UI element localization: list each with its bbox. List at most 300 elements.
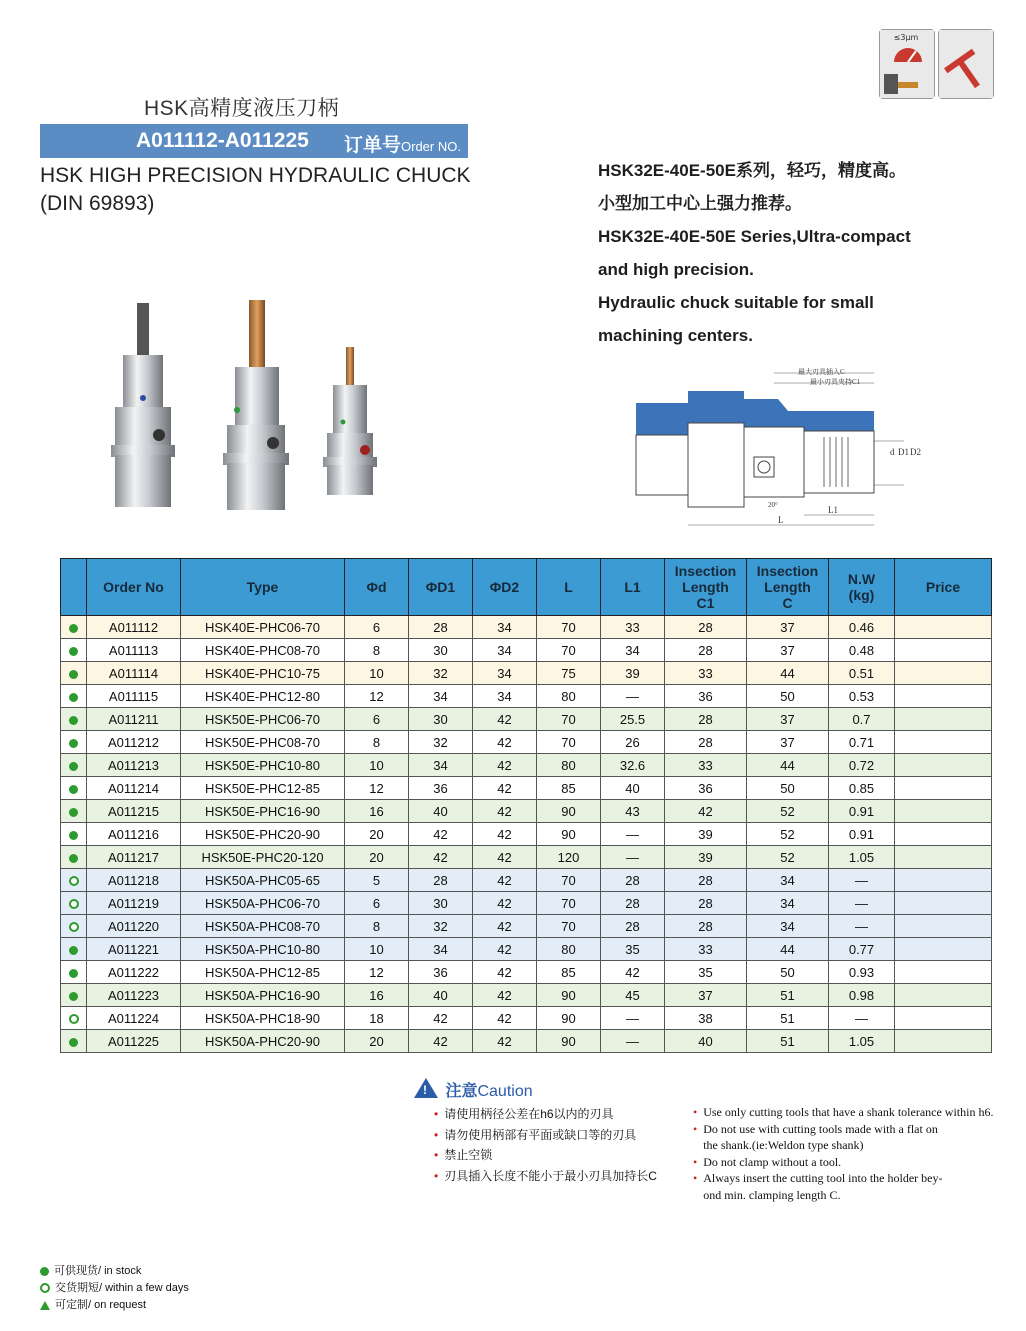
cell-l1: — — [601, 1030, 665, 1053]
cell-price — [895, 1030, 992, 1053]
cell-l1: 34 — [601, 639, 665, 662]
cell-price — [895, 869, 992, 892]
legend-item: 可定制/ on request — [40, 1297, 189, 1314]
table-row — [61, 731, 992, 754]
cell-type: HSK50A-PHC06-70 — [181, 892, 345, 915]
cell-d2: 34 — [473, 685, 537, 708]
cell-nw: 0.46 — [829, 616, 895, 639]
cell-c1: 28 — [665, 915, 747, 938]
cell-price — [895, 777, 992, 800]
cell-c1: 33 — [665, 938, 747, 961]
table-header-row — [61, 559, 992, 616]
cell-c: 37 — [747, 639, 829, 662]
col-header-l: L — [537, 559, 601, 616]
on-request-icon — [40, 1301, 50, 1310]
cell-order: A011222 — [87, 961, 181, 984]
cell-type: HSK40E-PHC06-70 — [181, 616, 345, 639]
cell-price — [895, 961, 992, 984]
cell-d2: 42 — [473, 938, 537, 961]
cell-d1: 32 — [409, 731, 473, 754]
caution-item-en: the shank.(ie:Weldon type shank) — [703, 1138, 864, 1152]
stock-status-cell — [61, 915, 87, 938]
cell-nw: 0.98 — [829, 984, 895, 1007]
t-wrench-icon — [938, 29, 994, 99]
col-header-l1: L1 — [601, 559, 665, 616]
cell-c: 50 — [747, 961, 829, 984]
cell-nw: 0.48 — [829, 639, 895, 662]
cell-d: 16 — [345, 800, 409, 823]
cell-c: 44 — [747, 938, 829, 961]
table-row — [61, 800, 992, 823]
svg-text:≤3μm: ≤3μm — [893, 33, 919, 42]
cell-order: A011216 — [87, 823, 181, 846]
cell-l: 90 — [537, 823, 601, 846]
cell-l1: 25.5 — [601, 708, 665, 731]
cell-order: A011218 — [87, 869, 181, 892]
table-row — [61, 938, 992, 961]
cell-order: A011213 — [87, 754, 181, 777]
caution-item-en: ond min. clamping length C. — [703, 1187, 841, 1202]
table-row — [61, 754, 992, 777]
cell-c: 50 — [747, 777, 829, 800]
col-header-type: Type — [181, 559, 345, 616]
cell-nw: 0.91 — [829, 823, 895, 846]
col-header-price: Price — [895, 559, 992, 616]
stock-status-cell — [61, 639, 87, 662]
svg-text:L: L — [778, 515, 784, 525]
cell-d1: 42 — [409, 846, 473, 869]
cell-price — [895, 639, 992, 662]
table-row — [61, 869, 992, 892]
cell-nw: — — [829, 915, 895, 938]
spec-table-body — [61, 616, 992, 1053]
cell-l1: 28 — [601, 869, 665, 892]
cell-type: HSK50A-PHC05-65 — [181, 869, 345, 892]
cell-price — [895, 892, 992, 915]
cell-price — [895, 915, 992, 938]
cell-d: 6 — [345, 616, 409, 639]
few-days-icon — [69, 1014, 79, 1024]
cell-l: 70 — [537, 708, 601, 731]
cell-d1: 32 — [409, 662, 473, 685]
cell-c1: 33 — [665, 754, 747, 777]
cell-order: A011114 — [87, 662, 181, 685]
few-days-icon — [40, 1283, 50, 1293]
cell-c: 34 — [747, 869, 829, 892]
cell-l: 80 — [537, 754, 601, 777]
cell-nw: 0.71 — [829, 731, 895, 754]
in-stock-icon — [69, 785, 78, 794]
cell-c1: 28 — [665, 639, 747, 662]
cell-l1: — — [601, 823, 665, 846]
caution-item-en: • Always insert the cutting tool into the holder bey- — [693, 1171, 943, 1185]
cell-d: 20 — [345, 1030, 409, 1053]
table-row — [61, 1030, 992, 1053]
chuck-2 — [223, 300, 289, 510]
cell-type: HSK50E-PHC10-80 — [181, 754, 345, 777]
cell-l1: 35 — [601, 938, 665, 961]
cell-type: HSK50E-PHC20-90 — [181, 823, 345, 846]
in-stock-icon — [69, 693, 78, 702]
bullet-icon: • — [434, 1168, 439, 1183]
caution-item-en: • Do not clamp without a tool. — [693, 1154, 842, 1169]
in-stock-icon — [69, 854, 78, 863]
desc-line: and high precision. — [598, 260, 754, 279]
cell-d1: 30 — [409, 708, 473, 731]
cell-d: 16 — [345, 984, 409, 1007]
cell-type: HSK50E-PHC12-85 — [181, 777, 345, 800]
cell-nw: 0.77 — [829, 938, 895, 961]
cell-l: 90 — [537, 984, 601, 1007]
stock-status-cell — [61, 984, 87, 1007]
in-stock-icon — [69, 969, 78, 978]
cell-order: A011224 — [87, 1007, 181, 1030]
stock-status-cell — [61, 777, 87, 800]
cell-d: 10 — [345, 662, 409, 685]
cell-l: 120 — [537, 846, 601, 869]
cell-c: 34 — [747, 915, 829, 938]
cell-c1: 36 — [665, 777, 747, 800]
in-stock-icon — [69, 992, 78, 1001]
cell-d1: 36 — [409, 777, 473, 800]
bullet-icon: • — [693, 1171, 698, 1185]
stock-status-cell — [61, 961, 87, 984]
cell-c1: 28 — [665, 616, 747, 639]
cell-nw: 1.05 — [829, 1030, 895, 1053]
cell-c1: 37 — [665, 984, 747, 1007]
cell-type: HSK50A-PHC16-90 — [181, 984, 345, 1007]
cell-nw: 0.91 — [829, 800, 895, 823]
bullet-icon: • — [693, 1105, 698, 1119]
cell-l1: 32.6 — [601, 754, 665, 777]
cell-price — [895, 731, 992, 754]
cell-d2: 42 — [473, 800, 537, 823]
caution-heading: ! 注意Caution — [414, 1078, 533, 1101]
cell-d2: 42 — [473, 754, 537, 777]
cell-type: HSK50A-PHC18-90 — [181, 1007, 345, 1030]
cell-order: A011217 — [87, 846, 181, 869]
cell-c1: 28 — [665, 731, 747, 754]
cell-order: A011221 — [87, 938, 181, 961]
cell-price — [895, 616, 992, 639]
col-header-d2: ΦD2 — [473, 559, 537, 616]
cell-d1: 42 — [409, 1007, 473, 1030]
stock-status-cell — [61, 731, 87, 754]
product-photo — [95, 295, 395, 520]
cell-price — [895, 685, 992, 708]
cell-l1: 26 — [601, 731, 665, 754]
stock-status-cell — [61, 685, 87, 708]
cell-d1: 30 — [409, 892, 473, 915]
svg-text:D1: D1 — [898, 447, 909, 457]
table-row — [61, 708, 992, 731]
cell-l: 85 — [537, 961, 601, 984]
cell-nw: — — [829, 869, 895, 892]
bullet-icon: • — [434, 1148, 439, 1162]
cell-d1: 28 — [409, 616, 473, 639]
cell-d1: 36 — [409, 961, 473, 984]
cell-d: 12 — [345, 685, 409, 708]
cell-d1: 40 — [409, 800, 473, 823]
cell-order: A011220 — [87, 915, 181, 938]
cell-type: HSK40E-PHC10-75 — [181, 662, 345, 685]
svg-text:最大刃具插入C: 最大刃具插入C — [798, 368, 845, 376]
cell-d2: 42 — [473, 1030, 537, 1053]
cell-order: A011219 — [87, 892, 181, 915]
cell-type: HSK50E-PHC20-120 — [181, 846, 345, 869]
cell-d: 6 — [345, 892, 409, 915]
col-header-c1: Insection Length C1 — [665, 559, 747, 616]
in-stock-icon — [69, 946, 78, 955]
cell-c: 37 — [747, 708, 829, 731]
cell-l1: 42 — [601, 961, 665, 984]
cell-l: 80 — [537, 685, 601, 708]
table-row — [61, 823, 992, 846]
cell-c1: 33 — [665, 662, 747, 685]
chuck-3 — [323, 347, 377, 495]
col-header-c: Insection Length C — [747, 559, 829, 616]
cell-c1: 36 — [665, 685, 747, 708]
cell-l1: 40 — [601, 777, 665, 800]
bullet-icon: • — [434, 1107, 439, 1121]
cell-l1: 39 — [601, 662, 665, 685]
cell-price — [895, 662, 992, 685]
cell-type: HSK50A-PHC20-90 — [181, 1030, 345, 1053]
table-row — [61, 662, 992, 685]
cell-nw: 0.93 — [829, 961, 895, 984]
cell-type: HSK50A-PHC10-80 — [181, 938, 345, 961]
warning-icon: ! — [414, 1078, 438, 1098]
cell-c: 52 — [747, 800, 829, 823]
stock-status-cell — [61, 938, 87, 961]
cell-d2: 42 — [473, 846, 537, 869]
cell-d: 6 — [345, 708, 409, 731]
cell-order: A011215 — [87, 800, 181, 823]
status-col-header — [61, 559, 87, 616]
cell-d1: 34 — [409, 754, 473, 777]
cell-price — [895, 1007, 992, 1030]
svg-text:最小刃具夹持C1: 最小刃具夹持C1 — [810, 378, 861, 386]
cell-c: 44 — [747, 754, 829, 777]
desc-line: HSK32E-40E-50E系列，轻巧，精度高。 — [598, 161, 906, 180]
in-stock-icon — [69, 624, 78, 633]
cell-nw: 0.72 — [829, 754, 895, 777]
cell-order: A011214 — [87, 777, 181, 800]
table-row — [61, 777, 992, 800]
cell-type: HSK50E-PHC16-90 — [181, 800, 345, 823]
cell-type: HSK50E-PHC06-70 — [181, 708, 345, 731]
cell-price — [895, 938, 992, 961]
stock-status-cell — [61, 846, 87, 869]
cell-l: 90 — [537, 1030, 601, 1053]
table-row — [61, 639, 992, 662]
cell-nw: — — [829, 892, 895, 915]
cell-c: 51 — [747, 1007, 829, 1030]
cell-type: HSK40E-PHC08-70 — [181, 639, 345, 662]
cell-order: A011113 — [87, 639, 181, 662]
table-row — [61, 1007, 992, 1030]
technical-drawing — [628, 365, 924, 530]
cell-d2: 42 — [473, 961, 537, 984]
stock-status-cell — [61, 823, 87, 846]
cell-price — [895, 800, 992, 823]
desc-line: Hydraulic chuck suitable for small — [598, 293, 874, 312]
in-stock-icon — [69, 808, 78, 817]
cell-order: A011212 — [87, 731, 181, 754]
col-header-d: Φd — [345, 559, 409, 616]
cell-l1: 43 — [601, 800, 665, 823]
page-title-cn: HSK高精度液压刀柄 — [144, 97, 340, 120]
cell-d: 20 — [345, 846, 409, 869]
caution-list-en — [693, 1104, 993, 1203]
caution-item-en: • Do not use with cutting tools made with a flat on — [693, 1121, 938, 1136]
cell-nw: — — [829, 1007, 895, 1030]
cell-c1: 40 — [665, 1030, 747, 1053]
cell-c1: 28 — [665, 869, 747, 892]
svg-text:D2: D2 — [910, 447, 921, 457]
cell-d: 18 — [345, 1007, 409, 1030]
title-line-2: (DIN 69893) — [40, 192, 155, 215]
cell-c: 51 — [747, 984, 829, 1007]
in-stock-icon — [69, 762, 78, 771]
cell-l: 90 — [537, 800, 601, 823]
cell-d2: 34 — [473, 662, 537, 685]
spec-table — [60, 558, 992, 1053]
bullet-icon: • — [434, 1127, 439, 1142]
cell-l: 70 — [537, 892, 601, 915]
caution-item-cn: • 刃具插入长度不能小于最小刃具加持长C — [434, 1168, 657, 1183]
cell-nw: 0.51 — [829, 662, 895, 685]
cell-order: A011223 — [87, 984, 181, 1007]
stock-status-cell — [61, 892, 87, 915]
cell-l: 70 — [537, 639, 601, 662]
table-row — [61, 616, 992, 639]
cell-nw: 0.7 — [829, 708, 895, 731]
cell-l1: — — [601, 846, 665, 869]
cell-d: 10 — [345, 754, 409, 777]
legend-item: 交货期短/ within a few days — [40, 1280, 189, 1297]
cell-l: 70 — [537, 731, 601, 754]
in-stock-icon — [69, 670, 78, 679]
cell-d: 20 — [345, 823, 409, 846]
caution-item-cn: • 请使用柄径公差在h6以内的刃具 — [434, 1107, 614, 1121]
in-stock-icon — [69, 1038, 78, 1047]
caution-item-en: • Use only cutting tools that have a shank tolerance within h6. — [693, 1105, 994, 1119]
cell-c: 44 — [747, 662, 829, 685]
cell-price — [895, 708, 992, 731]
cell-d: 12 — [345, 777, 409, 800]
cell-type: HSK40E-PHC12-80 — [181, 685, 345, 708]
in-stock-icon — [69, 716, 78, 725]
cell-d2: 42 — [473, 892, 537, 915]
cell-type: HSK50A-PHC08-70 — [181, 915, 345, 938]
cell-l1: — — [601, 685, 665, 708]
in-stock-icon — [69, 647, 78, 656]
stock-status-cell — [61, 1030, 87, 1053]
table-row — [61, 915, 992, 938]
cell-c: 37 — [747, 731, 829, 754]
runout-gauge-icon — [879, 29, 935, 99]
cell-type: HSK50E-PHC08-70 — [181, 731, 345, 754]
cell-d: 8 — [345, 915, 409, 938]
col-header-d1: ΦD1 — [409, 559, 473, 616]
cell-d2: 42 — [473, 915, 537, 938]
cell-d: 5 — [345, 869, 409, 892]
cell-d2: 42 — [473, 1007, 537, 1030]
desc-line: machining centers. — [598, 326, 753, 345]
cell-c: 52 — [747, 846, 829, 869]
caution-item-cn: • 请勿使用柄部有平面或缺口等的刃具 — [434, 1127, 637, 1142]
table-row — [61, 892, 992, 915]
in-stock-icon — [69, 739, 78, 748]
cell-l1: 28 — [601, 915, 665, 938]
cell-c1: 28 — [665, 708, 747, 731]
caution-list-cn — [434, 1104, 657, 1186]
product-description — [598, 154, 1018, 352]
cell-l: 70 — [537, 616, 601, 639]
cell-l: 85 — [537, 777, 601, 800]
cell-order: A011211 — [87, 708, 181, 731]
chuck-1 — [111, 303, 175, 507]
cell-d1: 30 — [409, 639, 473, 662]
cell-c1: 39 — [665, 846, 747, 869]
cell-nw: 1.05 — [829, 846, 895, 869]
stock-status-cell — [61, 616, 87, 639]
stock-status-cell — [61, 708, 87, 731]
cell-c1: 38 — [665, 1007, 747, 1030]
cell-nw: 0.53 — [829, 685, 895, 708]
cell-d2: 34 — [473, 639, 537, 662]
cell-d1: 28 — [409, 869, 473, 892]
cell-c: 37 — [747, 616, 829, 639]
cell-d: 12 — [345, 961, 409, 984]
cell-d: 8 — [345, 639, 409, 662]
cell-d2: 42 — [473, 708, 537, 731]
bullet-icon: • — [693, 1154, 698, 1169]
few-days-icon — [69, 899, 79, 909]
cell-nw: 0.85 — [829, 777, 895, 800]
cell-l: 80 — [537, 938, 601, 961]
cell-d1: 40 — [409, 984, 473, 1007]
cell-price — [895, 754, 992, 777]
stock-status-cell — [61, 754, 87, 777]
cell-d2: 42 — [473, 777, 537, 800]
cell-price — [895, 846, 992, 869]
svg-text:d: d — [890, 447, 895, 457]
cell-c1: 42 — [665, 800, 747, 823]
col-header-nw: N.W (kg) — [829, 559, 895, 616]
desc-line: HSK32E-40E-50E Series,Ultra-compact — [598, 227, 911, 246]
cell-l: 70 — [537, 869, 601, 892]
cell-c: 34 — [747, 892, 829, 915]
cell-d2: 42 — [473, 731, 537, 754]
cell-price — [895, 984, 992, 1007]
bullet-icon: • — [693, 1121, 698, 1136]
order-range-band — [40, 124, 468, 158]
stock-status-cell — [61, 869, 87, 892]
stock-status-cell — [61, 662, 87, 685]
desc-line: 小型加工中心上强力推荐。 — [598, 194, 802, 213]
cell-d2: 42 — [473, 869, 537, 892]
cell-c: 50 — [747, 685, 829, 708]
cell-order: A011225 — [87, 1030, 181, 1053]
table-row — [61, 685, 992, 708]
cell-c: 52 — [747, 823, 829, 846]
cell-d2: 42 — [473, 984, 537, 1007]
cell-d2: 34 — [473, 616, 537, 639]
table-row — [61, 961, 992, 984]
cell-type: HSK50A-PHC12-85 — [181, 961, 345, 984]
